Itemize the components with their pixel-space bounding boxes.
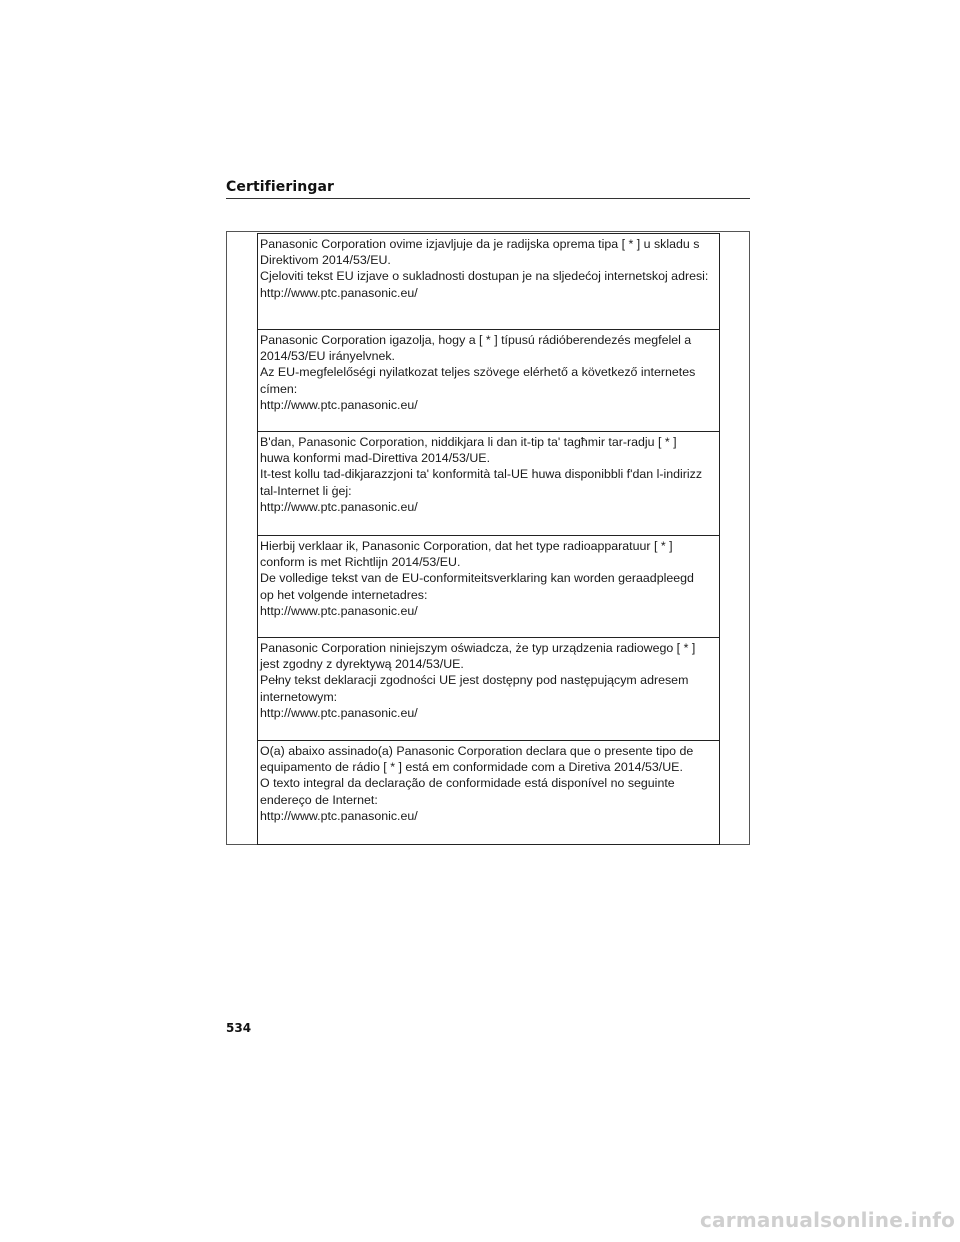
declaration-line: Panasonic Corporation igazolja, hogy a [ * ] típusú rádióberendezés megfelel a bbox=[260, 333, 692, 347]
declaration-croatian bbox=[257, 233, 720, 330]
declaration-hungarian bbox=[257, 330, 720, 432]
declaration-polish bbox=[257, 638, 720, 741]
declaration-line: Panasonic Corporation niniejszym oświadcza, że typ urządzenia radiowego [ * ] bbox=[260, 641, 696, 655]
section-title-rule bbox=[226, 198, 750, 199]
page-number: 534 bbox=[226, 1021, 252, 1035]
declaration-line: 2014/53/EU irányelvnek. bbox=[260, 349, 396, 364]
declarations-table bbox=[257, 233, 720, 845]
declaration-url[interactable]: http://www.ptc.panasonic.eu/ bbox=[260, 705, 418, 720]
declaration-url[interactable]: http://www.ptc.panasonic.eu/ bbox=[260, 499, 418, 514]
declaration-url[interactable]: http://www.ptc.panasonic.eu/ bbox=[260, 397, 418, 412]
declaration-line: Direktivom 2014/53/EU. bbox=[260, 253, 391, 268]
declaration-dutch bbox=[257, 536, 720, 638]
declaration-maltese bbox=[257, 432, 720, 536]
declaration-line: tal-Internet li ġej: bbox=[260, 483, 352, 498]
declaration-line: Cjeloviti tekst EU izjave o sukladnosti dostupan je na sljedećoj internetskoj adresi: bbox=[260, 269, 709, 284]
declaration-line: Pełny tekst deklaracji zgodności UE jest dostępny pod następującym adresem bbox=[260, 673, 689, 688]
declaration-line: Az EU-megfelelőségi nyilatkozat teljes szövege elérhető a következő internetes bbox=[260, 365, 696, 380]
declaration-portuguese bbox=[257, 741, 720, 845]
declaration-line: huwa konformi mad-Direttiva 2014/53/UE. bbox=[260, 451, 491, 466]
declaration-line: internetowym: bbox=[260, 689, 338, 704]
declaration-line: endereço de Internet: bbox=[260, 792, 378, 807]
declaration-line: Panasonic Corporation ovime izjavljuje da je radijska oprema tipa [ * ] u skladu s bbox=[260, 237, 700, 251]
declaration-url[interactable]: http://www.ptc.panasonic.eu/ bbox=[260, 603, 418, 618]
declaration-line: O texto integral da declaração de conformidade está disponível no seguinte bbox=[260, 776, 675, 791]
watermark: carmanualsonline.info bbox=[700, 1208, 956, 1232]
declaration-line: It-test kollu tad-dikjarazzjoni ta' konformità tal-UE huwa disponibbli f'dan l-indirizz bbox=[260, 467, 703, 482]
declaration-url[interactable]: http://www.ptc.panasonic.eu/ bbox=[260, 285, 418, 300]
declaration-line: Hierbij verklaar ik, Panasonic Corporation, dat het type radioapparatuur [ * ] bbox=[260, 539, 673, 553]
declaration-line: conform is met Richtlijn 2014/53/EU. bbox=[260, 555, 461, 570]
declaration-line: op het volgende internetadres: bbox=[260, 587, 428, 602]
section-title: Certifieringar bbox=[226, 179, 334, 195]
declaration-line: De volledige tekst van de EU-conformiteitsverklaring kan worden geraadpleegd bbox=[260, 571, 694, 586]
declaration-line: jest zgodny z dyrektywą 2014/53/UE. bbox=[260, 657, 464, 672]
declaration-line: címen: bbox=[260, 381, 298, 396]
declaration-line: B'dan, Panasonic Corporation, niddikjara li dan it-tip ta' tagħmir tar-radju [ * ] bbox=[260, 435, 677, 449]
declaration-line: equipamento de rádio [ * ] está em conformidade com a Diretiva 2014/53/UE. bbox=[260, 760, 683, 775]
declaration-line: O(a) abaixo assinado(a) Panasonic Corporation declara que o presente tipo de bbox=[260, 744, 694, 758]
declaration-url[interactable]: http://www.ptc.panasonic.eu/ bbox=[260, 808, 418, 823]
